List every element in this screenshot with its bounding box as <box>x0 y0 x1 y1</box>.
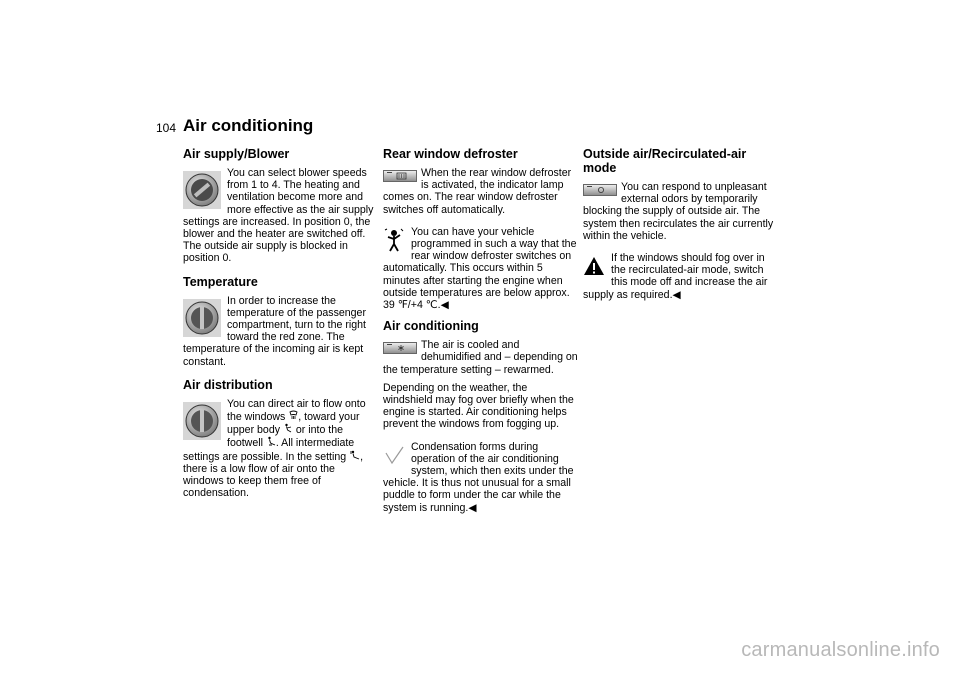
column-2 <box>383 147 578 514</box>
heading-outside-recirculated-air: Outside air/Recirculated-air mode <box>583 147 747 175</box>
blower-text: You can select blower speeds from 1 to 4. The heating and ventilation become more and more effective as the air supply settings are increased. In position 0, the blower and the heater are switched off. The outside air supply is blocked in position 0. <box>183 167 374 265</box>
distribution-text-2: , toward your upper body <box>227 411 360 437</box>
temperature-text: In order to increase the temperature of the passenger compartment, turn to the right toward the red zone. The temperature of the incoming air is kept constant. <box>183 294 366 368</box>
upper-body-icon <box>284 423 293 433</box>
distribution-text-5: , there is a low flow of air onto the windows to keep them free of condensation. <box>183 450 364 500</box>
ac-note-text: Condensation forms during operation of the air conditioning system, which then exits under the vehicle. It is thus not unusual for a small puddle to form under the car while the system is running. <box>383 440 574 514</box>
heading-temperature: Temperature <box>183 274 258 289</box>
footwell-icon <box>267 436 276 446</box>
tip-person-icon <box>383 228 405 252</box>
recirc-warning-text: If the windows should fog over in the recirculated-air mode, switch this mode off and increase the air supply as required. <box>583 252 768 301</box>
windshield-footwell-icon <box>350 450 360 460</box>
section-defroster <box>383 167 578 216</box>
recirculation-button-icon <box>583 184 617 196</box>
air-distribution-knob-icon <box>183 402 221 440</box>
heading-air-distribution: Air distribution <box>183 377 273 392</box>
ac-text-2: Depending on the weather, the windshield may fog over briefly when the engine is started. Air conditioning helps prevent the windows from fogging up. <box>383 381 574 431</box>
distribution-text-1: You can direct air to flow onto the windows <box>227 397 366 424</box>
blower-knob-icon <box>183 171 221 209</box>
note-check-icon <box>383 443 405 467</box>
column-3 <box>583 147 778 301</box>
defroster-text: When the rear window defroster is activated, the indicator lamp comes on. The rear window defroster switches off automatically. <box>383 167 572 216</box>
section-blower <box>183 167 378 265</box>
defroster-note-text: You can have your vehicle programmed in such a way that the rear window defroster switches on automatically. This occurs within 5 minutes after starting the engine when outside temperatures are below approx. 39 ℉/+4 ℃. <box>383 225 577 312</box>
heading-rear-window-defroster: Rear window defroster <box>383 147 518 161</box>
recirc-text: You can respond to unpleasant external odors by temporarily blocking the supply of outside air. The system then recirculates the air currently within the vehicle. <box>583 181 774 242</box>
section-ac <box>383 339 578 376</box>
section-ac-note <box>383 441 578 514</box>
column-1 <box>183 147 378 499</box>
page-title: Air conditioning <box>183 116 314 135</box>
section-recirc-warning <box>583 252 778 301</box>
temperature-knob-icon <box>183 299 221 337</box>
air-conditioning-button-icon <box>383 342 417 354</box>
distribution-text-3: or into the footwell <box>227 424 344 450</box>
heading-air-supply-blower: Air supply/Blower <box>183 147 290 161</box>
ac-text: The air is cooled and dehumidified and – depending on the temperature setting – rewarmed. <box>383 339 578 376</box>
section-temperature <box>183 295 378 368</box>
distribution-text-4: . All intermediate settings are possible. In the setting <box>183 437 355 463</box>
end-mark: ◀ <box>440 299 449 312</box>
watermark[interactable]: carmanualsonline.info <box>741 639 940 661</box>
section-distribution <box>183 398 378 500</box>
heading-air-conditioning: Air conditioning <box>383 319 479 334</box>
windshield-icon <box>289 410 298 420</box>
section-defroster-note <box>383 226 578 311</box>
section-recirc <box>583 181 778 242</box>
end-mark: ◀ <box>468 501 477 514</box>
end-mark: ◀ <box>672 288 681 301</box>
page-number: 104 <box>156 121 177 135</box>
warning-triangle-icon <box>583 254 605 278</box>
rear-defroster-button-icon <box>383 170 417 182</box>
